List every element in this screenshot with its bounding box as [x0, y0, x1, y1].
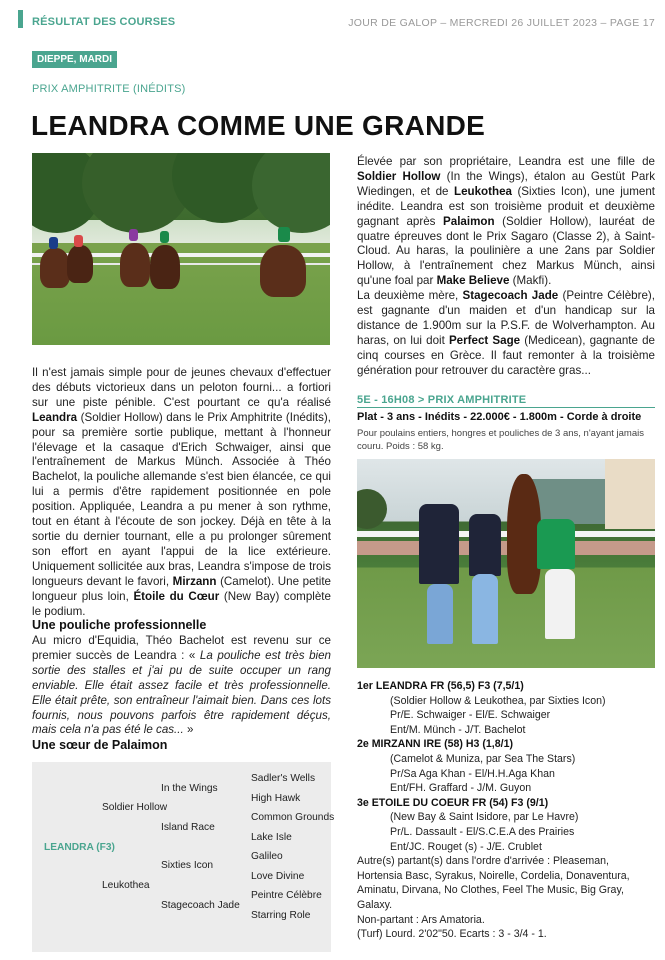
pedigree-sd: Island Race: [161, 822, 215, 833]
pedigree-ss: In the Wings: [161, 783, 218, 794]
result-first-pedigree: (Soldier Hollow & Leukothea, par Sixties Icon): [390, 694, 606, 707]
result-second-trainer: Ent/FH. Graffard - J/M. Guyon: [390, 782, 532, 795]
headline: LEANDRA COMME UNE GRANDE: [31, 110, 486, 141]
pedigree-ssd: High Hawk: [251, 793, 301, 804]
subheading-pedigree: Une sœur de Palaimon: [32, 738, 168, 752]
article-body-left: Il n'est jamais simple pour de jeunes chevaux d'effectuer des débuts victorieux dans un peloton fourni... a fortiori sur une piste pénible. C'est pourtant ce qu'a réalisé Leandra (Soldier Hollow) dans le Prix Amphitrite (Inédits), pour sa première sortie publique, mettant à l'honneur l'élevage et la casaque d'Erich Schwaiger, ainsi que l'entraînement de Markus Münch. Associée à Théo Bachelot, la pouliche allemande s'est bien élancée, ce qui lui a permis d'être rapidement positionnée en pole position. Appliquée, Leandra a pu mener à son rythme, tout en étant à l'écoute de son jockey. Déjà en tête à la sortie du dernier tournant, elle a pu prolonger sûrement son effort en ayant l'appui de la lice extérieure. Uniquement sollicitée aux bras, Leandra s'impose de trois longueurs devant le favori, Mirzann (Camelot). Une petite longueur plus loin, Étoile du Cœur (New Bay) complète le podium.: [32, 366, 331, 618]
result-first-trainer: Ent/M. Münch - J/T. Bachelot: [390, 723, 526, 736]
section-label: RÉSULTAT DES COURSES: [32, 16, 176, 28]
result-first: 1er LEANDRA FR (56,5) F3 (7,5/1): [357, 680, 524, 692]
result-first-owner: Pr/E. Schwaiger - El/E. Schwaiger: [390, 709, 551, 722]
result-second: 2e MIRZANN IRE (58) H3 (1,8/1): [357, 738, 513, 751]
race-conditions: Plat - 3 ans - Inédits - 22.000€ - 1.800m - Corde à droite: [357, 411, 642, 423]
race-name: PRIX AMPHITRITE (INÉDITS): [32, 83, 186, 95]
race-info-title: 5E - 16H08 > PRIX AMPHITRITE: [357, 394, 527, 406]
result-second-owner: Pr/Sa Aga Khan - El/H.H.Aga Khan: [390, 767, 555, 780]
pedigree-horse: LEANDRA (F3): [44, 842, 115, 853]
race-photo: [32, 153, 330, 345]
result-third-owner: Pr/L. Dassault - El/S.C.E.A des Prairies: [390, 825, 575, 838]
result-turf: (Turf) Lourd. 2'02"50. Ecarts : 3 - 3/4 - 1.: [357, 928, 547, 941]
article-body-right: Élevée par son propriétaire, Leandra est une fille de Soldier Hollow (In the Wings), étalon au Gestüt Park Wiedingen, et de Leukothea (Sixties Icon), une jument inédite. Leandra est son troisième produit et deuxième gagnant après Palaimon (Soldier Hollow), lauréat de quatre épreuves dont le Prix Sagaro (Classe 2), à Saint-Cloud. Au haras, la poulinière a une 2ans par Soldier Hollow, à l'entraînement chez Markus Münch, ainsi qu'une foal par Make Believe (Makfi). La deuxième mère, Stagecoach Jade (Peintre Célèbre), est gagnante d'un maiden et d'un handicap sur la distance de 1.900m sur la P.S.F. de Wolverhampton. Au haras, on lui doit Perfect Sage (Medicean), gagnante de cinq courses en Grèce. Il faut remonter à la troisième génération pour retrouver du caractère gras...: [357, 155, 655, 377]
running-head: JOUR DE GALOP – MERCREDI 26 JUILLET 2023 – PAGE 17: [348, 17, 655, 29]
pedigree-sds: Common Grounds: [251, 812, 335, 823]
section-marker: [18, 10, 23, 28]
winner-photo: [357, 459, 655, 668]
result-others: Autre(s) partant(s) dans l'ordre d'arrivée : Pleaseman, Hortensia Basc, Syrakus, Noirelle, Cordelia, Donaventura, Aminatu, Dirvana, No Clothes, Feel The Music, Big Gray, Galaxy.: [357, 855, 630, 911]
location-badge: DIEPPE, MARDI: [32, 51, 117, 68]
jockey-quote: Au micro d'Equidia, Théo Bachelot est revenu sur ce premier succès de Leandra : « La pouliche est très bien sortie des stalles et j'ai pu de suite occuper un rang enviable. Elle était assez facile et très professionnelle. Elle était prête, son entraîneur l'aimait bien. Dans ces lots fournis, nous pouvons parfois être rapidement déçus, mais cela n'a pas été le cas... »: [32, 634, 331, 737]
race-note: Pour poulains entiers, hongres et pouliches de 3 ans, n'ayant jamais couru. Poids : 58 kg.: [357, 428, 644, 452]
pedigree-dam: Leukothea: [102, 880, 150, 891]
pedigree-dd: Stagecoach Jade: [161, 900, 240, 911]
pedigree-dsd: Love Divine: [251, 871, 305, 882]
pedigree-dss: Galileo: [251, 851, 283, 862]
result-third-trainer: Ent/JC. Rouget (s) - J/E. Crublet: [390, 840, 542, 853]
pedigree-ds: Sixties Icon: [161, 860, 214, 871]
pedigree-table: [32, 762, 335, 952]
subheading-professional: Une pouliche professionnelle: [32, 618, 207, 632]
pedigree-sire: Soldier Hollow: [102, 802, 168, 813]
pedigree-sdd: Lake Isle: [251, 832, 292, 843]
pedigree-ddd: Starring Role: [251, 910, 311, 921]
result-non-partant: Non-partant : Ars Amatoria.: [357, 913, 485, 926]
result-second-pedigree: (Camelot & Muniza, par Sea The Stars): [390, 752, 576, 765]
race-info-divider: [357, 407, 655, 408]
result-third: 3e ETOILE DU COEUR FR (54) F3 (9/1): [357, 796, 549, 809]
pedigree-dds: Peintre Célèbre: [251, 890, 322, 901]
race-results: [357, 679, 657, 942]
result-third-pedigree: (New Bay & Saint Isidore, par Le Havre): [390, 811, 579, 824]
pedigree-sss: Sadler's Wells: [251, 773, 316, 784]
